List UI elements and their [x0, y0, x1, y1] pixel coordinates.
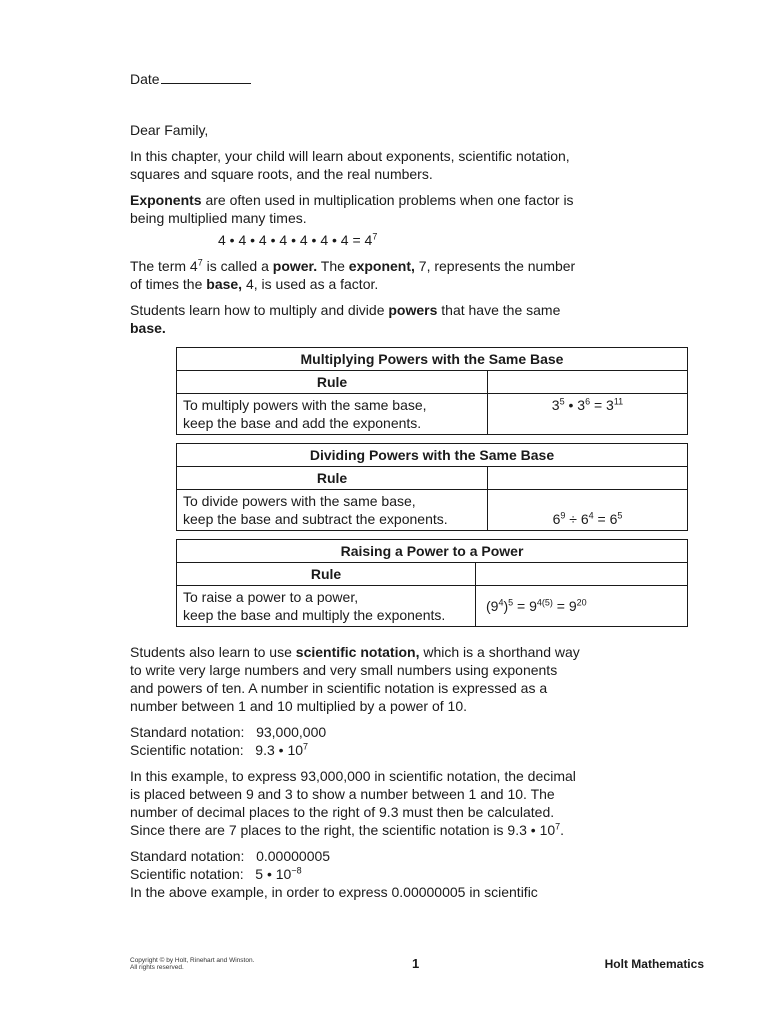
example-exponent: 7 [555, 821, 561, 832]
rule-line-1: To divide powers with the same base, [183, 493, 416, 509]
rule-line-1: To raise a power to a power, [183, 589, 359, 605]
rule-cell [177, 394, 488, 435]
publisher-brand: Holt Mathematics [604, 957, 704, 971]
power-text-4: 7, represents the number of times the [130, 258, 576, 292]
power-text-1: The term 4 [130, 258, 198, 274]
learn-paragraph [130, 301, 580, 337]
rule-header: Rule [177, 467, 488, 490]
power-formula [130, 231, 580, 249]
std-value: 93,000,000 [256, 724, 327, 740]
power-paragraph [130, 257, 580, 293]
power-text-5: 4, is used as a factor. [242, 276, 379, 292]
formula-exponent: 7 [372, 231, 378, 242]
example-header [488, 467, 688, 490]
ex-exp-product: 4(5) [536, 597, 553, 608]
table-title: Raising a Power to a Power [177, 540, 688, 563]
learn-text-1: Students learn how to multiply and divide [130, 302, 389, 318]
scientific-notation-line-2 [130, 865, 580, 883]
intro-paragraph: In this chapter, your child will learn about exponents, scientific notation, squares and square roots, and the real numbers. [130, 148, 570, 182]
scientific-notation-term: scientific notation, [295, 644, 420, 660]
power-text-3: The [317, 258, 349, 274]
table-title: Multiplying Powers with the Same Base [177, 348, 688, 371]
example-header [476, 563, 688, 586]
multiplying-powers-table [176, 347, 688, 435]
copyright-line-1: Copyright © by Holt, Rinehart and Winston. [130, 957, 255, 964]
exponents-paragraph [130, 191, 580, 227]
power-exponent: 7 [197, 257, 203, 268]
standard-notation-line-1 [130, 723, 580, 741]
copyright-line-2: All rights reserved. [130, 964, 184, 971]
scientific-notation-line-1 [130, 741, 580, 759]
sci-exponent: 7 [303, 741, 309, 752]
ex-equals: = 3 [590, 397, 614, 413]
rule-line-2: keep the base and add the exponents. [183, 415, 422, 431]
example-text: In this example, to express 93,000,000 in scientific notation, the decimal is placed between 9 and 3 to show a number between 1 and 10. The number of decimal places to the right of 9.3 must then be calculated. Since there are 7 places to the right, the scientific notation is 9.3 • 10 [130, 768, 576, 838]
exponent-term: exponent, [348, 258, 415, 274]
letter-content [130, 70, 624, 901]
example-cell [488, 394, 688, 435]
std-label: Standard notation: [130, 848, 245, 864]
table-title: Dividing Powers with the Same Base [177, 444, 688, 467]
example-cell [476, 586, 688, 627]
rule-line-2: keep the base and multiply the exponents. [183, 607, 446, 623]
ex-exp-a: 5 [559, 396, 565, 407]
power-term: power. [272, 258, 318, 274]
dividing-powers-table [176, 443, 688, 531]
sci-label: Scientific notation: [130, 866, 244, 882]
ex-operator: ÷ 6 [565, 511, 589, 527]
rule-line-2: keep the base and subtract the exponents. [183, 511, 448, 527]
std-value: 0.00000005 [256, 848, 331, 864]
page-footer [130, 955, 706, 975]
ex-exp-b: 5 [508, 597, 514, 608]
example-cell [488, 490, 688, 531]
base-term-2: base. [130, 320, 166, 336]
salutation: Dear Family, [130, 122, 209, 138]
ex-equals: = 9 [513, 598, 537, 614]
date-label: Date [130, 71, 160, 87]
sci-text-2: which is a shorthand way to write very large numbers and very small numbers using exponents and powers of ten. A number in scientific notation is expressed as a number between 1 and 10 multiplied by a power of 10. [130, 644, 580, 714]
rule-line-1: To multiply powers with the same base, [183, 397, 427, 413]
power-to-power-table [176, 539, 688, 627]
date-row [130, 70, 580, 88]
example-end: . [560, 822, 565, 838]
ex-exp-result: 5 [617, 510, 623, 521]
rule-header: Rule [177, 371, 488, 394]
ex-base-a: 6 [552, 511, 561, 527]
example-paragraph [130, 767, 580, 839]
ex-exp-a: 4 [498, 597, 504, 608]
power-text-2: is called a [202, 258, 273, 274]
ex-exp-result: 20 [576, 597, 587, 608]
ex-equals: = 6 [593, 511, 618, 527]
sci-text-1: Students also learn to use [130, 644, 296, 660]
ex-base-a: 3 [551, 397, 560, 413]
std-label: Standard notation: [130, 724, 245, 740]
ex-equals-2: = 9 [552, 598, 577, 614]
exponents-term: Exponents [130, 192, 202, 208]
learn-text-2: that have the same [437, 302, 561, 318]
ex-base-a: (9 [486, 598, 499, 614]
sci-exponent: −8 [291, 865, 302, 876]
rule-cell [177, 490, 488, 531]
ex-operator: • 3 [564, 397, 586, 413]
rule-cell [177, 586, 476, 627]
sci-value: 9.3 • 10 [255, 742, 304, 758]
ex-paren: ) [503, 598, 509, 614]
powers-term: powers [388, 302, 438, 318]
base-term: base, [206, 276, 243, 292]
exponents-text: are often used in multiplication problems when one factor is being multiplied many times. [130, 192, 574, 226]
sci-label: Scientific notation: [130, 742, 244, 758]
example-header [488, 371, 688, 394]
sci-value: 5 • 10 [255, 866, 292, 882]
ex-exp-b: 4 [588, 510, 594, 521]
scientific-paragraph [130, 643, 580, 715]
page-number: 1 [412, 956, 420, 971]
ex-exp-result: 11 [613, 396, 624, 407]
formula-base: 4 • 4 • 4 • 4 • 4 • 4 • 4 = 4 [218, 232, 373, 248]
copyright-notice [130, 957, 254, 971]
standard-notation-line-2 [130, 847, 580, 865]
date-blank[interactable] [161, 70, 251, 84]
ex-exp-b: 6 [585, 396, 591, 407]
rule-header: Rule [177, 563, 476, 586]
ex-exp-a: 9 [560, 510, 566, 521]
last-line: In the above example, in order to express 0.00000005 in scientific [130, 884, 538, 900]
